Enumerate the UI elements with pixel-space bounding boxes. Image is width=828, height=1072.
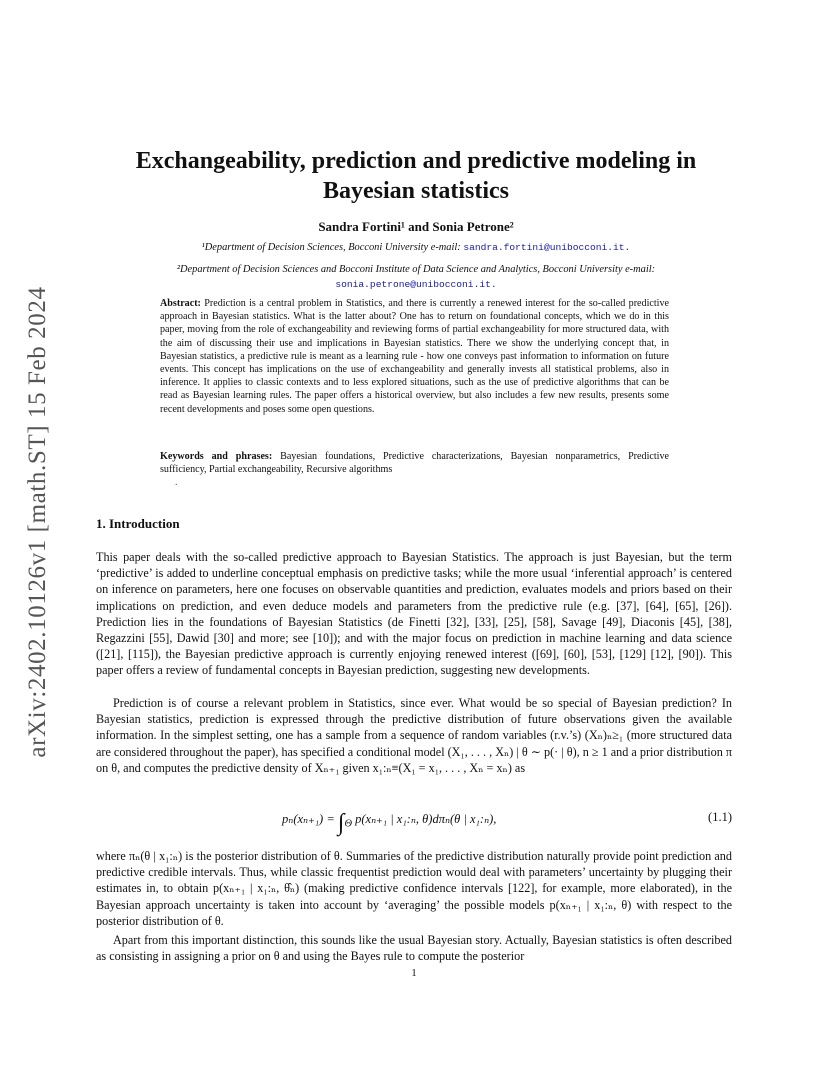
affiliation-1: [96, 240, 736, 255]
equation-expression: [282, 810, 496, 837]
arxiv-sidebar-stamp: [16, 272, 60, 772]
paragraph-3: where πₙ(θ | x₁:ₙ) is the posterior distribution of θ. Summaries of the predictive distribution naturally provide point prediction and predictive credible intervals. Thus, while classic frequentist prediction would deal with parameters’ uncertainty by plugging their estimates in, to obtain p(xₙ₊₁ | x₁:ₙ, θ̂ₙ) (making predictive confidence intervals [122], for example, more elaborated), in the Bayesian approach uncertainty is taken into account by ‘averaging’ the possible models p(xₙ₊₁ | x₁:ₙ, θ) with respect to the posterior distribution of θ.: [96, 849, 732, 928]
abstract-label: Abstract:: [160, 298, 201, 309]
keywords-label: Keywords and phrases:: [160, 451, 273, 462]
page-number: 1: [411, 967, 417, 979]
equation-rhs: p(xₙ₊₁ | x₁:ₙ, θ)dπₙ(θ | x₁:ₙ),: [355, 812, 497, 826]
arxiv-identifier: arXiv:2402.10126v1 [math.ST] 15 Feb 2024: [24, 286, 51, 758]
keywords: [160, 450, 669, 476]
keywords-dot: .: [175, 477, 178, 488]
affiliation-2-text: ²Department of Decision Sciences and Bocconi Institute of Data Science and Analytics, Bocconi University e-mail:: [176, 264, 656, 275]
paragraph-4: Apart from this important distinction, this sounds like the usual Bayesian story. Actually, Bayesian statistics is often described as consisting in assigning a prior on θ and using the Bayes rule to compute the posterior: [96, 933, 732, 964]
abstract-text: Prediction is a central problem in Statistics, and there is currently a renewed interest for the so-called predictive approach in Bayesian statistics. What is the latter about? One has to return on foundational concepts, which we do in this paper, moving from the role of exchangeability and reviewing forms of partial exchangeability for more structured data, with the aim of discussing their use and implications in Bayesian statistics. There we show the underlying concept that, in Bayesian statistics, a predictive rule is meant as a learning rule - how one conveys past information to information on future events. This concept has implications on the use of exchangeability and generally invests all statistical problems, also in inference. It applies to classic contexts and to less explored situations, such as the use of predictive algorithms that can be read as Bayesian learning rules. The paper offers a historical overview, but also includes a few new results, presents some recent developments and poses some open questions.: [160, 298, 669, 415]
equation-number: (1.1): [708, 810, 732, 824]
integral-domain: Θ: [344, 818, 352, 830]
equation-1-1: [96, 806, 732, 836]
affiliation-2: [96, 262, 736, 292]
email-link-2[interactable]: sonia.petrone@unibocconi.it.: [335, 279, 497, 290]
abstract: [160, 297, 669, 416]
keywords-text: Bayesian foundations, Predictive characterizations, Bayesian nonparametrics, Predictive sufficiency, Partial exchangeability, Recursive algorithms: [160, 451, 669, 476]
paper-title: Exchangeability, prediction and predictive modeling in Bayesian statistics: [135, 148, 697, 204]
author-list: Sandra Fortini¹ and Sonia Petrone²: [318, 219, 514, 234]
paragraph-2: Prediction is of course a relevant problem in Statistics, since ever. What would be so special of Bayesian prediction? In Bayesian statistics, prediction is expressed through the predictive distribution of future observations given the available information. In the simplest setting, one has a sample from a sequence of random variables (r.v.’s) (Xₙ)ₙ≥₁ (more structured data are considered throughout the paper), has specified a conditional model (X₁, . . . , Xₙ) | θ ∼ p(· | θ), n ≥ 1 and a prior distribution π on θ, and computes the predictive density of Xₙ₊₁ given x₁:ₙ≡(X₁ = x₁, . . . , Xₙ = xₙ) as: [96, 696, 732, 775]
paragraph-1: This paper deals with the so-called predictive approach to Bayesian Statistics. The approach is just Bayesian, but the term ‘predictive’ is added to underline conceptual emphasis on predictive tasks; while the more usual ‘inferential approach’ is centered on inference on parameters, here one focuses on observable quantities and prediction, evaluates models and priors based on their implications on prediction, and even deduce models and parameters from the predictive rule (e.g. [37], [64], [65], [26]). Prediction lies in the foundations of Bayesian Statistics (de Finetti [32], [33], [25], [58], Savage [49], Diaconis [45], [38], Regazzini [55], Dawid [30] and more; see [10]); and with the major focus on prediction in machine learning and data science ([21], [115]), the Bayesian predictive approach is currently enjoying renewed interest ([69], [60], [53], [129] [12], [90]). This paper offers a review of fundamental concepts in Bayesian prediction, suggesting new developments.: [96, 550, 732, 678]
section-heading-introduction: 1. Introduction: [96, 516, 180, 531]
email-link-1[interactable]: sandra.fortini@unibocconi.it.: [463, 242, 631, 253]
equation-lhs: pₙ(xₙ₊₁) =: [282, 812, 335, 826]
affiliation-1-text: ¹Department of Decision Sciences, Bocconi University e-mail:: [201, 242, 461, 253]
integral-sign: ∫: [337, 810, 345, 836]
